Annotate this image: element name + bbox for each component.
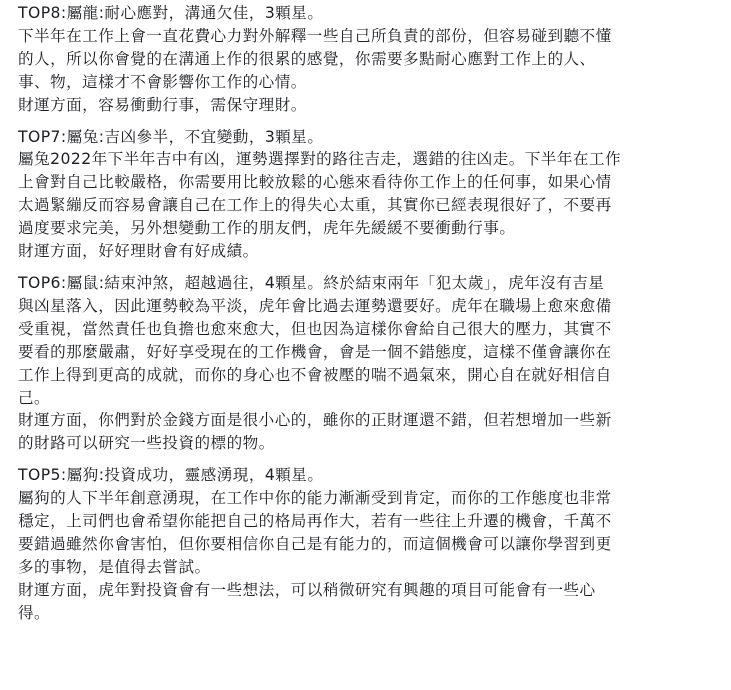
fortune-line: 財運方面，好好理財會有好成績。 <box>18 242 259 261</box>
fortune-line: 得。 <box>18 603 51 622</box>
section-heading: TOP6:屬鼠:結束沖煞，超越過往，4顆星。終於結束兩年「犯太歲」，虎年沒有吉星 <box>18 273 605 292</box>
paragraph-line: 的人，所以你會覺的在溝通上作的很累的感覺，你需要多點耐心應對工作上的人、 <box>18 49 596 68</box>
paragraph-line: 下半年在工作上會一直花費心力對外解釋一些自己所負責的部份，但容易碰到聽不懂 <box>18 26 612 45</box>
section-heading: TOP7:屬兔:吉凶參半，不宜變動，3顆星。 <box>18 127 324 146</box>
section-heading: TOP5:屬狗:投資成功，靈感湧現，4顆星。 <box>18 466 324 485</box>
paragraph-line: 穩定，上司們也會希望你能把自己的格局再作大，若有一些往上升遷的機會，千萬不 <box>18 512 612 531</box>
paragraph-line: 多的事物，是值得去嘗試。 <box>18 557 211 576</box>
paragraph-line: 上會對自己比較嚴格，你需要用比較放鬆的心態來看待你工作上的任何事，如果心情 <box>18 173 612 192</box>
paragraph-line: 屬兔2022年下半年吉中有凶，運勢選擇對的路往吉走，選錯的往凶走。下半年在工作 <box>18 150 622 169</box>
paragraph-line: 己。 <box>18 388 51 407</box>
paragraph-line: 太過緊繃反而容易會讓自己在工作上的得失心太重，其實你已經表現很好了，不要再 <box>18 196 612 215</box>
paragraph-line: 屬狗的人下半年創意湧現，在工作中你的能力漸漸受到肯定，而你的工作態度也非常 <box>18 489 612 508</box>
section-top7-rabbit <box>18 126 721 263</box>
paragraph-line: 事、物，這樣才不會影響你工作的心情。 <box>18 72 307 91</box>
section-top5-dog <box>18 464 721 624</box>
section-heading: TOP8:屬龍:耐心應對，溝通欠佳，3顆星。 <box>18 4 324 22</box>
section-top6-rat <box>18 272 721 455</box>
section-top8-dragon <box>18 2 721 117</box>
paragraph-line: 要看的那麼嚴肅，好好享受現在的工作機會，會是一個不錯態度，這樣不僅會讓你在 <box>18 342 612 361</box>
paragraph-line: 與凶星落入，因此運勢較為平淡，虎年會比過去運勢還要好。虎年在職場上愈來愈備 <box>18 296 612 315</box>
fortune-line: 財運方面，你們對於金錢方面是很小心的，雖你的正財運還不錯，但若想增加一些新 <box>18 411 612 430</box>
paragraph-line: 受重視，當然責任也負擔也愈來愈大，但也因為這樣你會給自己很大的壓力，其實不 <box>18 319 612 338</box>
fortune-line: 財運方面，容易衝動行事，需保守理財。 <box>18 95 307 114</box>
fortune-line: 的財路可以研究一些投資的標的物。 <box>18 434 275 453</box>
paragraph-line: 工作上得到更高的成就，而你的身心也不會被壓的喘不過氣來，開心自在就好相信自 <box>18 365 612 384</box>
paragraph-line: 要錯過雖然你會害怕，但你要相信你自己是有能力的，而這個機會可以讓你學習到更 <box>18 534 612 553</box>
fortune-line: 財運方面，虎年對投資會有一些想法，可以稍微研究有興趣的項目可能會有一些心 <box>18 580 596 599</box>
paragraph-line: 過度要求完美，另外想變動工作的朋友們，虎年先緩緩不要衝動行事。 <box>18 219 516 238</box>
